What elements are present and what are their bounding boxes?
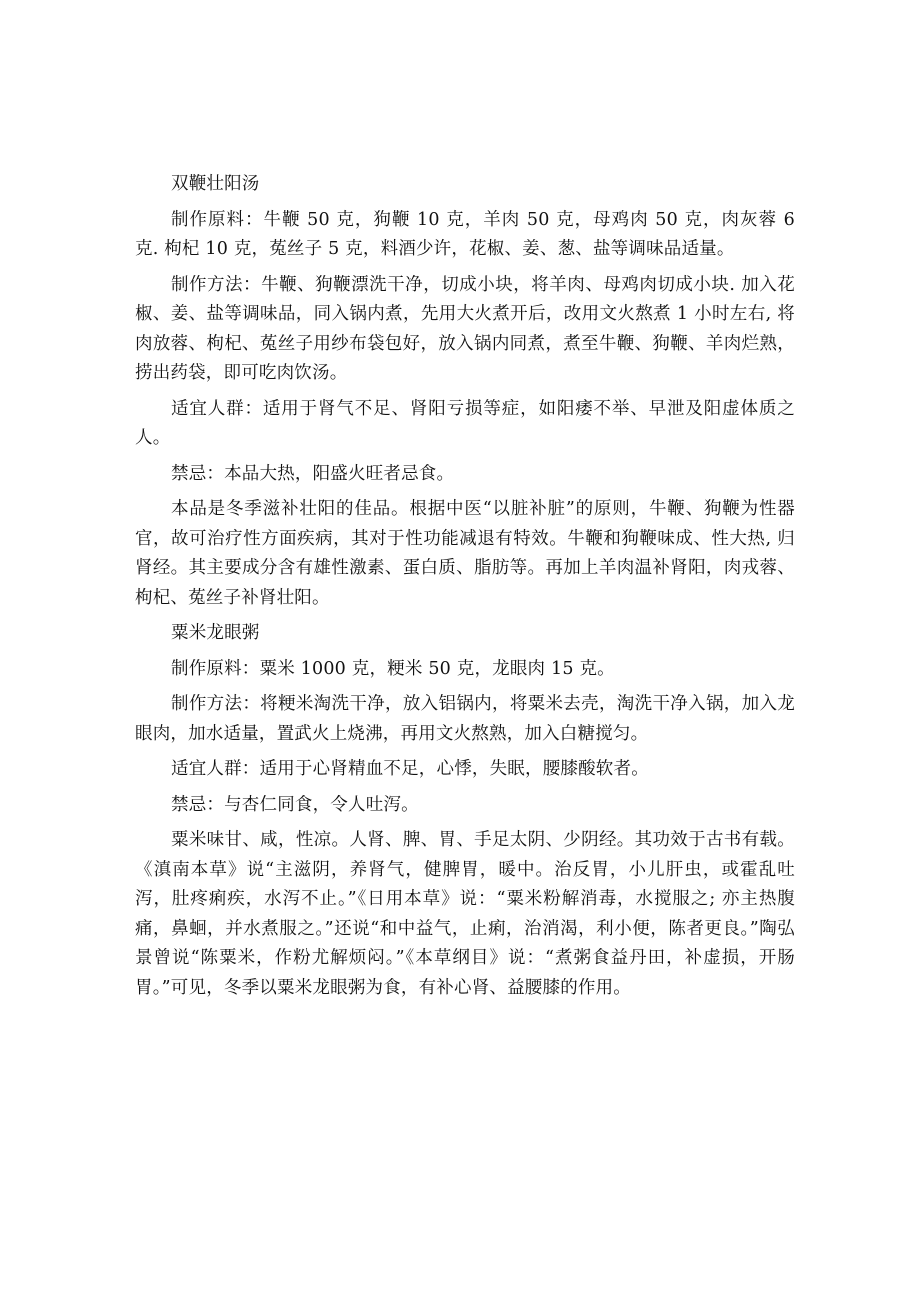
section1-method: 制作方法：牛鞭、狗鞭漂洗干净，切成小块，将羊肉、母鸡肉切成小块. 加入花椒、姜、盐等调味品，同入锅内煮，先用大火煮开后，改用文火熬煮 1 小时左右, 将肉放蓉、枸杞、菟丝子用纱布袋包好，放入锅内同煮，煮至牛鞭、狗鞭、羊肉烂熟，捞出药袋，即可吃肉饮汤。 [135, 274, 795, 383]
section2-commentary: 粟米味甘、咸，性凉。人肾、脾、胃、手足太阴、少阴经。其功效于古书有载。《滇南本草》说“主滋阴，养肾气，健脾胃，暖中。治反胃，小儿肝虫，或霍乱吐泻，肚疼痢疾，水泻不止。”《日用本草》说：“粟米粉解消毒，水搅服之; 亦主热腹痛，鼻蛔，并水煮服之。”还说“和中益气，止痢，治消渴，利小便，陈者更良。”陶弘景曾说“陈粟米，作粉尤解烦闷。”《本草纲目》说：“煮粥食益丹田，补虚损，开肠胃。”可见，冬季以粟米龙眼粥为食，有补心肾、益腰膝的作用。 [135, 830, 795, 998]
section2-taboo: 禁忌：与杏仁同食，令人吐泻。 [171, 794, 419, 815]
section1-suitable: 适宜人群：适用于肾气不足、肾阳亏损等症，如阳痿不举、早泄及阳虚体质之人。 [135, 398, 795, 448]
document-body [135, 170, 795, 1003]
section2-suitable: 适宜人群：适用于心肾精血不足，心悸，失眠，腰膝酸软者。 [171, 759, 649, 779]
section1-title: 双鞭壮阳汤 [171, 174, 260, 194]
section1-commentary: 本品是冬季滋补壮阳的佳品。根据中医“以脏补脏”的原则，牛鞭、狗鞭为性器官，故可治疗性方面疾病，其对于性功能减退有特效。牛鞭和狗鞭味成、性大热, 归肾经。其主要成分含有雄性激素、蛋白质、脂肪等。再加上羊肉温补肾阳，肉戎蓉、枸杞、菟丝子补肾壮阳。 [135, 499, 795, 608]
section2-method: 制作方法：将粳米淘洗干净，放入铝锅内，将粟米去壳，淘洗干净入锅，加入龙眼肉，加水适量，置武火上烧沸，再用文火熬熟，加入白糖搅匀。 [135, 694, 795, 744]
section2-title: 粟米龙眼粥 [171, 623, 260, 643]
section1-taboo: 禁忌：本品大热，阳盛火旺者忌食。 [171, 463, 455, 484]
section2-ingredients: 制作原料：粟米 1000 克，粳米 50 克，龙眼肉 15 克。 [171, 658, 615, 679]
section1-ingredients: 制作原料：牛鞭 50 克，狗鞭 10 克，羊肉 50 克，母鸡肉 50 克，肉灰蓉 6 克. 枸杞 10 克，菟丝子 5 克，料酒少许，花椒、姜、葱、盐等调味品适量。 [135, 209, 795, 259]
